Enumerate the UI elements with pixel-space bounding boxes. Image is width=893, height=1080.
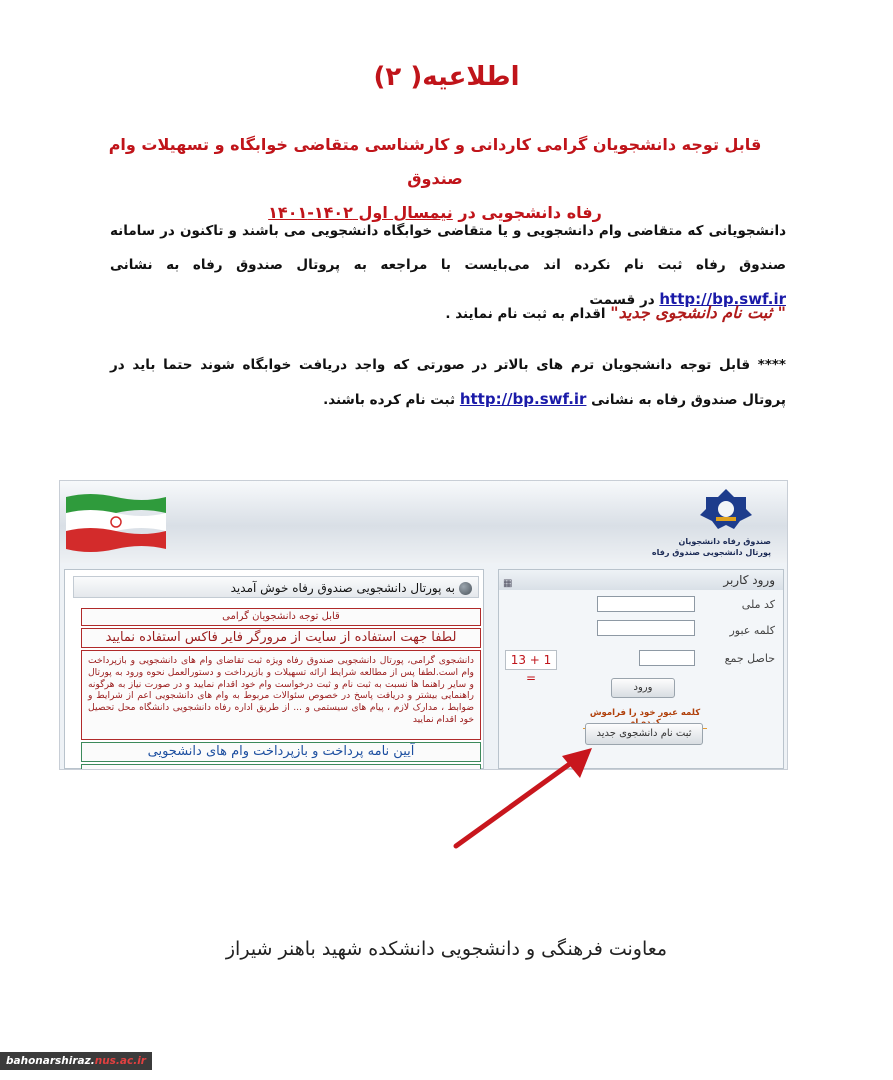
national-code-input[interactable] — [597, 596, 695, 612]
site-watermark — [0, 1052, 152, 1070]
watermark-domain: bahonarshiraz. — [6, 1055, 95, 1067]
national-code-label: کد ملی — [741, 598, 775, 611]
next-box-partial — [81, 764, 481, 770]
welcome-panel — [64, 569, 484, 769]
loan-rules-link[interactable]: آیین نامه پرداخت و بازپرداخت وام های دانشجویی — [81, 742, 481, 762]
notice-title: اطلاعیه( ۲) — [373, 62, 520, 92]
register-highlight: " ثبت نام دانشجوی جدید" — [610, 303, 786, 322]
semester-underlined: نیمسال اول ۱۴۰۲-۱۴۰۱ — [268, 203, 453, 222]
paragraph-register-line — [110, 296, 786, 331]
paragraph-senior-students — [110, 348, 786, 417]
welcome-title-text: به پورتال دانشجویی صندوق رفاه خوش آمدید — [230, 581, 455, 595]
browser-notice-box: لطفا جهت استفاده از سایت از مرورگر فایر فاکس استفاده نمایید — [81, 628, 481, 648]
forgot-password-link[interactable]: کلمه عبور خود را فراموش — [583, 708, 707, 729]
grid-icon: ▦ — [503, 578, 513, 589]
swf-emblem-icon — [700, 487, 752, 531]
password-label: کلمه عبور — [729, 624, 775, 637]
para1-text-2: در قسمت — [589, 292, 655, 308]
captcha-sum-label: حاصل جمع — [724, 652, 775, 665]
para2-text-2: ثبت نام کرده باشند. — [323, 392, 456, 408]
login-panel — [498, 569, 784, 769]
bullet-icon — [459, 582, 472, 595]
login-header — [499, 570, 783, 590]
welcome-title — [73, 576, 479, 598]
password-input[interactable] — [597, 620, 695, 636]
swf-logo — [651, 487, 771, 557]
watermark-suffix: nus.ac.ir — [94, 1055, 146, 1067]
logo-caption-2: پورتال دانشجویی صندوق رفاه — [651, 548, 771, 557]
portal-description-box: دانشجوی گرامی، پورتال دانشجویی صندوق رفاه ویژه ثبت تقاضای وام های دانشجویی و بازپرداخت وام است.لطفا پس از مطالعه شرایط ارائه تسهیلات و بازپرداخت و دستورالعمل نحوه ورود به پورتال و سایر راهنما ها نسبت به ثبت نام و ثبت درخواست وام خود اقدام نمایید و در صورت نیاز به هرگونه راهنمایی بیشتر و دریافت پاسخ در خصوص سئوالات مربوط به وام های دانشجویی اعم از شرایط و ضوابط ، مدارک لازم ، پیام های سیستمی و ... از طریق اداره رفاه دانشجویی دانشگاه محل تحصیل خود اقدام نمایید — [81, 650, 481, 740]
iran-flag-icon — [64, 491, 168, 553]
subtitle-line-2-prefix: رفاه دانشجویی در — [452, 203, 602, 222]
portal-link-2[interactable]: http://bp.swf.ir — [459, 390, 587, 408]
red-arrow-icon — [450, 744, 600, 854]
portal-link-1[interactable]: http://bp.swf.ir — [659, 290, 786, 308]
login-button[interactable]: ورود — [611, 678, 675, 698]
subtitle-line-1: قابل توجه دانشجویان گرامی کاردانی و کارشناسی متقاضی خوابگاه و تسهیلات وام صندوق — [108, 135, 762, 188]
login-header-text: ورود کاربر — [723, 573, 775, 587]
logo-caption-1: صندوق رفاه دانشجویان — [678, 537, 771, 546]
para1-text-1: دانشجویانی که متقاضی وام دانشجویی و یا متقاضی خوابگاه دانشجویی می باشند و تاکنون در سامانه صندوق رفاه ثبت نام نکرده اند می‌بایست با مراجعه به پروتال صندوق رفاه به نشانی — [110, 223, 786, 273]
portal-header — [60, 481, 787, 563]
attention-box: قابل توجه دانشجویان گرامی — [81, 608, 481, 626]
para2-text-1: **** قابل توجه دانشجویان ترم های بالاتر در صورتی که واجد دریافت خوابگاه شوند حتما باید در پروتال صندوق رفاه به نشانی — [110, 357, 786, 408]
register-new-student-button[interactable]: ثبت نام دانشجوی جدید — [585, 723, 703, 745]
captcha-question: 13 + 1 = — [505, 650, 557, 670]
captcha-input[interactable] — [639, 650, 695, 666]
portal-screenshot — [59, 480, 788, 770]
para1-text-3: اقدام به ثبت نام نمایند . — [445, 306, 606, 322]
signature-text: معاونت فرهنگی و دانشجویی دانشکده شهید باهنر شیراز — [225, 938, 668, 960]
